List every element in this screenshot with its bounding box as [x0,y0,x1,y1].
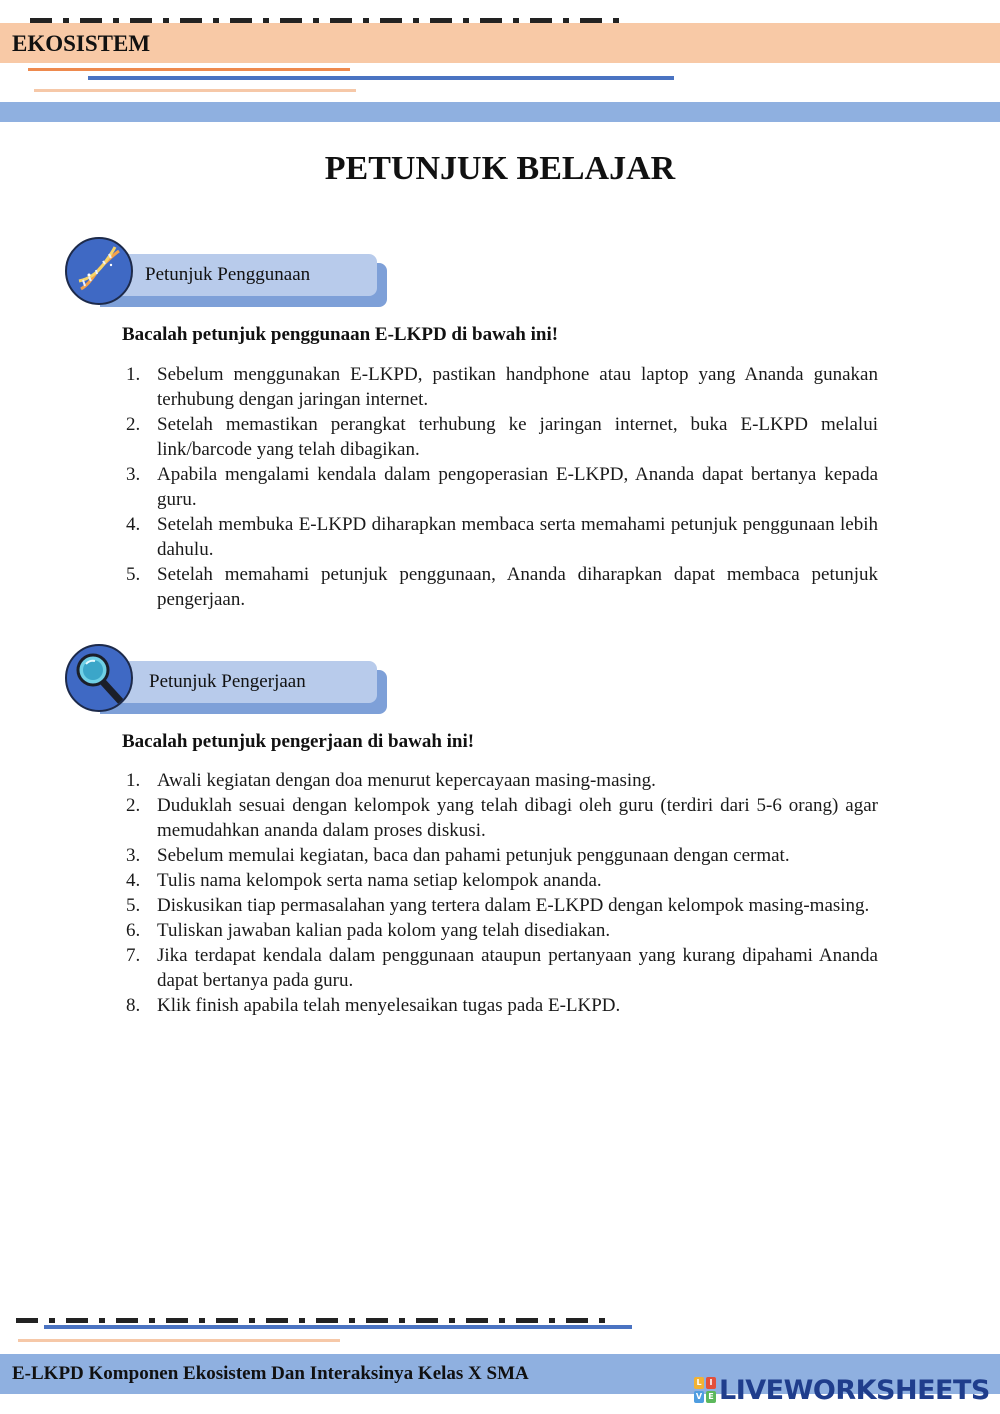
usage-instruction: Bacalah petunjuk penggunaan E-LKPD di bawah ini! [122,324,559,345]
header-blue-bar [0,102,1000,122]
list-item: 7. Jika terdapat kendala dalam penggunaan ataupun pertanyaan yang kurang dipahami Ananda dapat bertanya pada guru. [126,945,878,991]
bottom-dash-decoration [16,1311,616,1317]
footer-blue-line [44,1325,632,1329]
dna-icon [65,237,133,305]
list-item: 8. Klik finish apabila telah menyelesaikan tugas pada E-LKPD. [126,995,621,1016]
usage-steps [120,362,878,612]
header-band [0,23,1000,63]
header-orange-line [28,68,350,71]
header-blue-line [88,76,674,80]
page-title: PETUNJUK BELAJAR [324,150,676,187]
work-label [100,661,377,703]
brand-text: LIVEWORKSHEETS [719,1374,990,1406]
usage-label-text: Petunjuk Penggunaan [145,264,311,285]
list-item: 5. Diskusikan tiap permasalahan yang tertera dalam E-LKPD dengan kelompok masing-masing. [126,895,870,916]
brand-logo-icon: L I V E [694,1377,716,1403]
list-item: 4. Setelah membuka E-LKPD diharapkan membaca serta memahami petunjuk penggunaan lebih dahulu. [126,514,878,560]
list-item: 6. Tuliskan jawaban kalian pada kolom yang telah disediakan. [126,920,611,941]
work-label-text: Petunjuk Pengerjaan [149,671,306,692]
footer-text: E-LKPD Komponen Ekosistem Dan Interaksinya Kelas X SMA [12,1363,529,1384]
footer-peach-line [18,1339,340,1342]
liveworksheets-logo[interactable] [694,1373,990,1407]
list-item: 3. Apabila mengalami kendala dalam pengoperasian E-LKPD, Ananda dapat bertanya kepada guru. [126,464,878,510]
list-item: 3. Sebelum memulai kegiatan, baca dan pahami petunjuk penggunaan dengan cermat. [126,845,790,866]
list-item: 1. Awali kegiatan dengan doa menurut kepercayaan masing-masing. [126,770,656,791]
list-item: 5. Setelah memahami petunjuk penggunaan, Ananda diharapkan dapat membaca petunjuk pengerjaan. [126,564,878,610]
list-item: 1. Sebelum menggunakan E-LKPD, pastikan handphone atau laptop yang Ananda gunakan terhubung dengan jaringan internet. [126,364,878,410]
list-item: 2. Setelah memastikan perangkat terhubung ke jaringan internet, buka E-LKPD melalui link/barcode yang telah dibagikan. [126,414,878,460]
usage-label [100,254,377,296]
header-title: EKOSISTEM [12,31,151,56]
work-steps [120,768,878,1018]
list-item: 2. Duduklah sesuai dengan kelompok yang telah dibagi oleh guru (terdiri dari 5-6 orang) agar memudahkan ananda dalam proses diskusi. [126,795,878,841]
header-peach-line [34,89,356,92]
top-dash-decoration [30,11,630,17]
magnifier-icon [65,644,133,712]
work-instruction: Bacalah petunjuk pengerjaan di bawah ini! [122,731,475,752]
list-item: 4. Tulis nama kelompok serta nama setiap kelompok ananda. [126,870,602,891]
